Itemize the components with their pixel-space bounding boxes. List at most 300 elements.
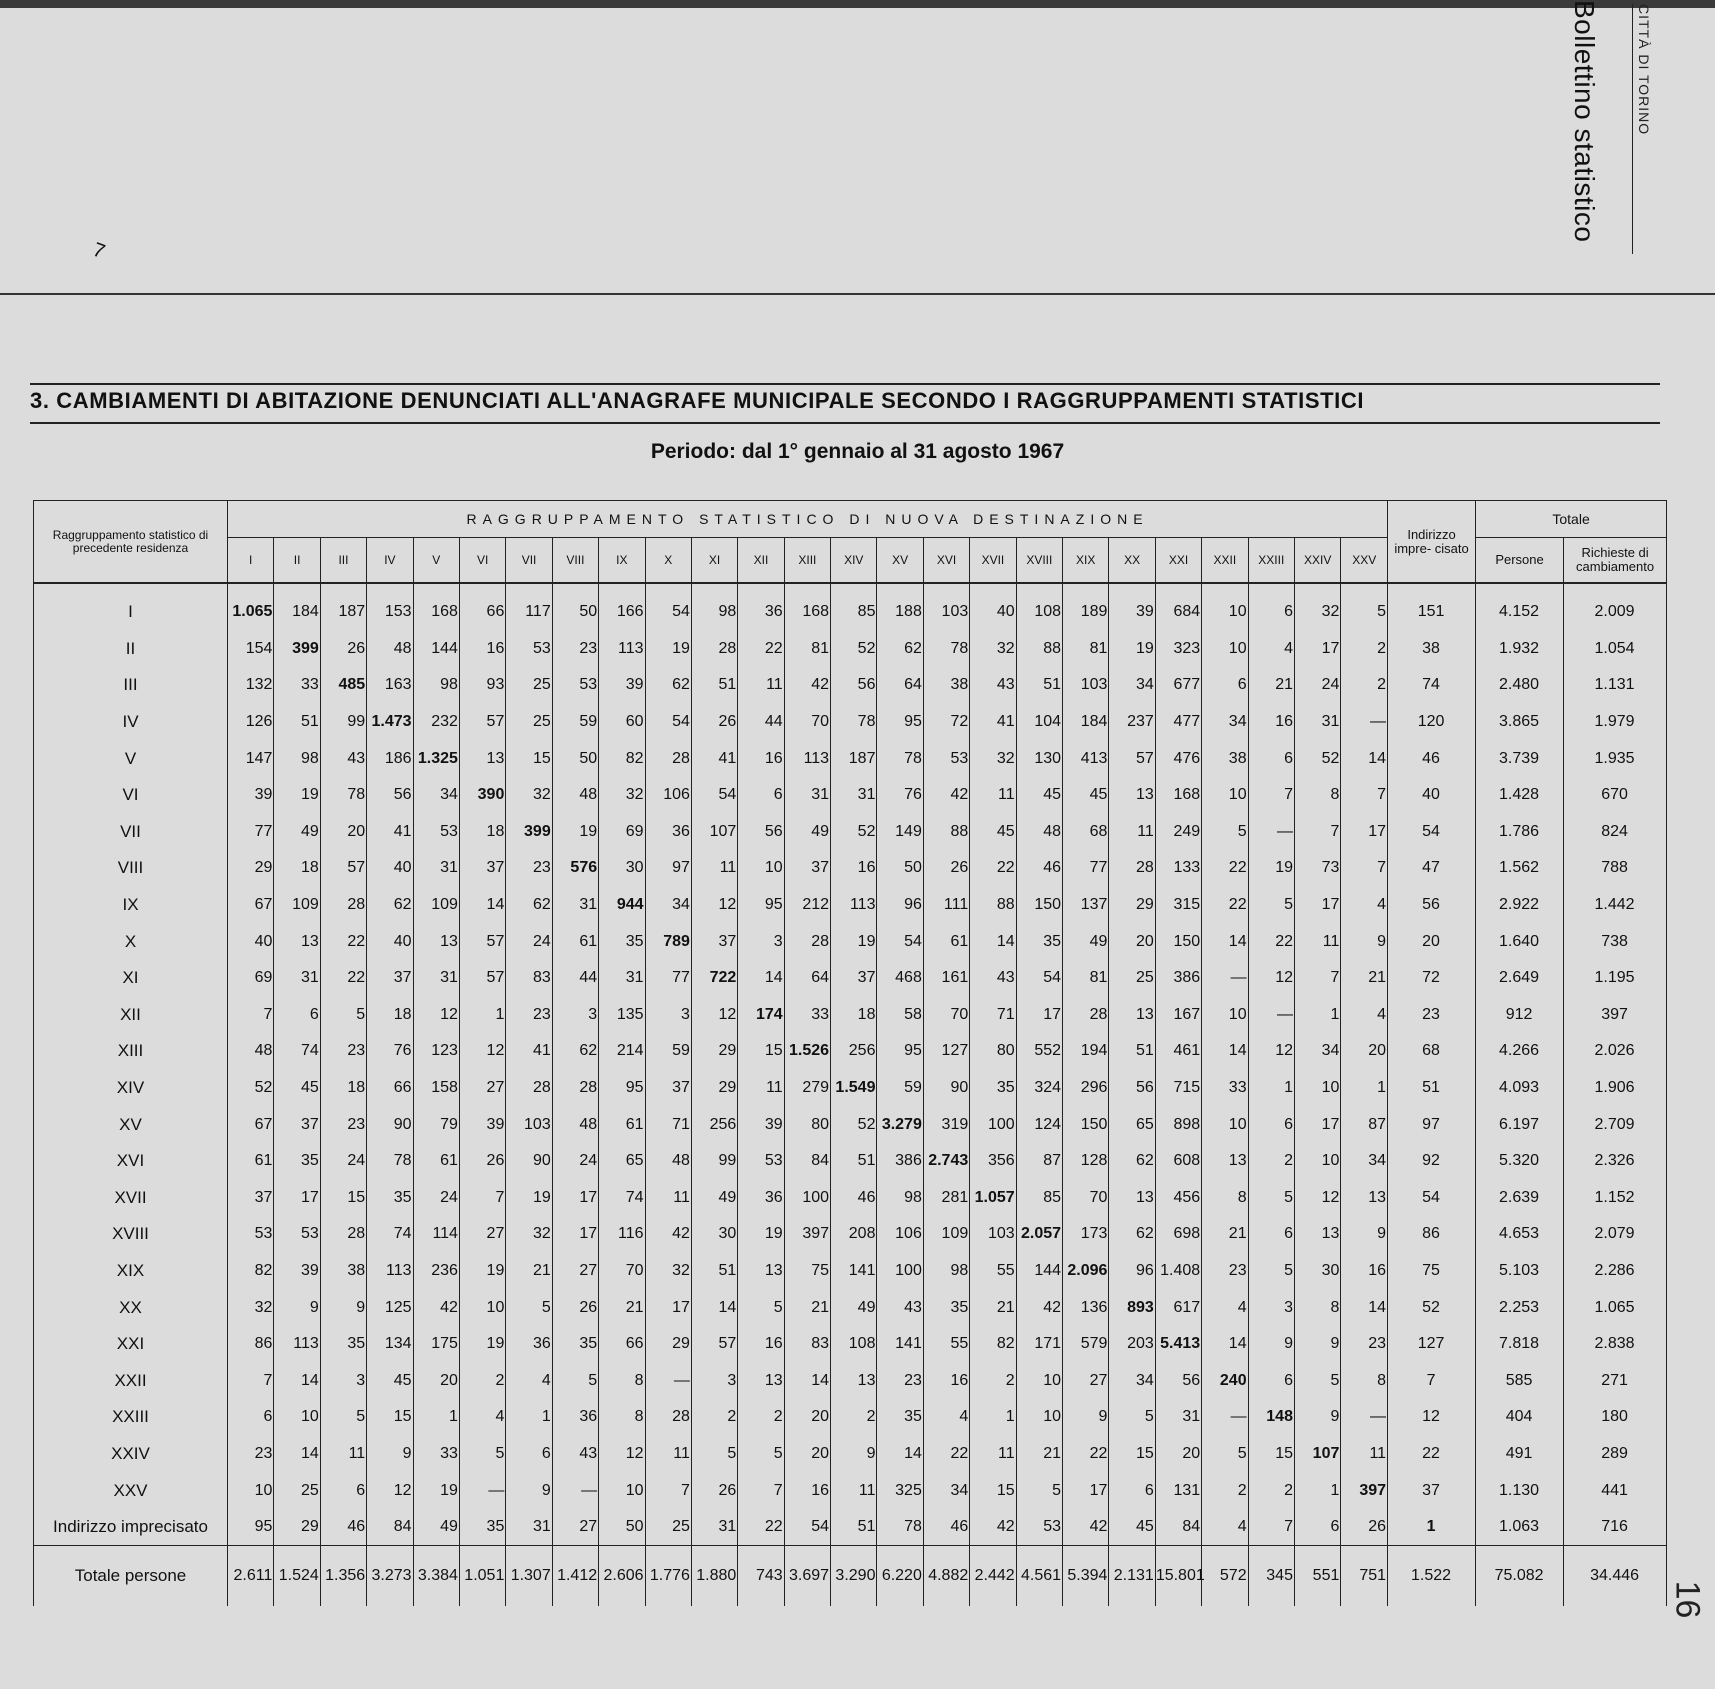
cell-value: 23 bbox=[320, 1033, 366, 1070]
table-row bbox=[34, 1253, 1667, 1290]
column-header: XXIII bbox=[1248, 538, 1294, 584]
cell-value: 281 bbox=[923, 1180, 969, 1217]
city-name: CITTÀ DI TORINO bbox=[1632, 4, 1652, 254]
row-label: V bbox=[34, 740, 228, 777]
row-label: VIII bbox=[34, 850, 228, 887]
cell-value: 13 bbox=[1294, 1216, 1340, 1253]
cell-value: 34 bbox=[1109, 1362, 1155, 1399]
cell-value: 16 bbox=[1341, 1253, 1388, 1290]
cell-value: 78 bbox=[877, 740, 923, 777]
cell-value: 78 bbox=[320, 777, 366, 814]
cell-value: 32 bbox=[506, 777, 552, 814]
cell-value: 12 bbox=[691, 887, 737, 924]
cell-value: 52 bbox=[1294, 740, 1340, 777]
page-number: 16 bbox=[1668, 1580, 1707, 1619]
cell-value: 51 bbox=[831, 1509, 877, 1546]
cell-value: 31 bbox=[599, 960, 645, 997]
table-row bbox=[34, 1326, 1667, 1363]
cell-value: 74 bbox=[274, 1033, 320, 1070]
total-value: 6.220 bbox=[877, 1546, 923, 1607]
header-unspecified: Indirizzo impre- cisato bbox=[1388, 501, 1476, 584]
cell-value: 18 bbox=[320, 1070, 366, 1107]
cell-value: 38 bbox=[923, 667, 969, 704]
cell-value: 7 bbox=[1341, 777, 1388, 814]
cell-value: 461 bbox=[1155, 1033, 1201, 1070]
cell-value: 11 bbox=[645, 1436, 691, 1473]
cell-value: 24 bbox=[1294, 667, 1340, 704]
cell-value: 27 bbox=[459, 1070, 505, 1107]
cell-value: 37 bbox=[228, 1180, 274, 1217]
cell-value: 14 bbox=[274, 1362, 320, 1399]
cell-value: 7 bbox=[228, 1362, 274, 1399]
cell-value: 99 bbox=[691, 1143, 737, 1180]
cell-value: 186 bbox=[367, 740, 413, 777]
cell-value: 1.065 bbox=[228, 583, 274, 631]
cell-value: 106 bbox=[645, 777, 691, 814]
cell-value: 62 bbox=[645, 667, 691, 704]
cell-value: 9 bbox=[320, 1289, 366, 1326]
cell-value: 10 bbox=[1294, 1070, 1340, 1107]
cell-value: 90 bbox=[367, 1106, 413, 1143]
cell-value: 11 bbox=[970, 777, 1016, 814]
cell-value: 22 bbox=[320, 923, 366, 960]
cell-value: 48 bbox=[552, 777, 598, 814]
cell-value: 70 bbox=[599, 1253, 645, 1290]
cell-value: 21 bbox=[506, 1253, 552, 1290]
cell-value: 141 bbox=[831, 1253, 877, 1290]
cell-value: 81 bbox=[784, 631, 830, 668]
cell-value: 38 bbox=[1202, 740, 1248, 777]
cell-value: 22 bbox=[1202, 887, 1248, 924]
row-label: VI bbox=[34, 777, 228, 814]
table-row bbox=[34, 1143, 1667, 1180]
column-header: XIV bbox=[831, 538, 877, 584]
total-value: 751 bbox=[1341, 1546, 1388, 1607]
cell-requests: 1.152 bbox=[1564, 1180, 1667, 1217]
cell-requests: 289 bbox=[1564, 1436, 1667, 1473]
cell-value: 17 bbox=[1294, 1106, 1340, 1143]
cell-value: 55 bbox=[923, 1326, 969, 1363]
cell-requests: 824 bbox=[1564, 814, 1667, 851]
cell-value: 21 bbox=[1341, 960, 1388, 997]
cell-value: 134 bbox=[367, 1326, 413, 1363]
cell-requests: 738 bbox=[1564, 923, 1667, 960]
cell-value: 898 bbox=[1155, 1106, 1201, 1143]
cell-value: 84 bbox=[784, 1143, 830, 1180]
cell-value: 113 bbox=[367, 1253, 413, 1290]
total-value: 3.290 bbox=[831, 1546, 877, 1607]
cell-value: 58 bbox=[877, 997, 923, 1034]
cell-value: 5 bbox=[1202, 814, 1248, 851]
cell-value: 1.057 bbox=[970, 1180, 1016, 1217]
column-header: XII bbox=[738, 538, 784, 584]
cell-value: 85 bbox=[831, 583, 877, 631]
cell-value: 3 bbox=[552, 997, 598, 1034]
cell-requests: 397 bbox=[1564, 997, 1667, 1034]
cell-value: 2 bbox=[459, 1362, 505, 1399]
cell-value: 22 bbox=[320, 960, 366, 997]
cell-value: 9 bbox=[1341, 1216, 1388, 1253]
cell-value: 19 bbox=[274, 777, 320, 814]
cell-value: 16 bbox=[784, 1472, 830, 1509]
cell-value: 38 bbox=[320, 1253, 366, 1290]
cell-value: 9 bbox=[367, 1436, 413, 1473]
cell-value: 98 bbox=[413, 667, 459, 704]
cell-value: 1 bbox=[970, 1399, 1016, 1436]
cell-value: 52 bbox=[831, 1106, 877, 1143]
cell-value: 137 bbox=[1063, 887, 1109, 924]
cell-value: 6 bbox=[274, 997, 320, 1034]
cell-value: 23 bbox=[1202, 1253, 1248, 1290]
cell-value: 1 bbox=[459, 997, 505, 1034]
cell-value: 14 bbox=[970, 923, 1016, 960]
cell-value: 144 bbox=[413, 631, 459, 668]
cell-value: 187 bbox=[831, 740, 877, 777]
cell-value: 188 bbox=[877, 583, 923, 631]
cell-value: 6 bbox=[320, 1472, 366, 1509]
cell-value: 1 bbox=[1294, 997, 1340, 1034]
cell-value: 485 bbox=[320, 667, 366, 704]
cell-value: 53 bbox=[552, 667, 598, 704]
cell-value: 2 bbox=[1341, 667, 1388, 704]
cell-value: 9 bbox=[1341, 923, 1388, 960]
cell-value: 324 bbox=[1016, 1070, 1062, 1107]
row-label: III bbox=[34, 667, 228, 704]
cell-unspecified: 54 bbox=[1388, 814, 1476, 851]
cell-requests: 180 bbox=[1564, 1399, 1667, 1436]
cell-value: 44 bbox=[738, 704, 784, 741]
cell-value: 12 bbox=[367, 1472, 413, 1509]
cell-requests: 670 bbox=[1564, 777, 1667, 814]
cell-value: 74 bbox=[599, 1180, 645, 1217]
cell-value: 103 bbox=[506, 1106, 552, 1143]
cell-value: 1 bbox=[1248, 1070, 1294, 1107]
cell-value: 95 bbox=[228, 1509, 274, 1546]
cell-value: 4 bbox=[1202, 1289, 1248, 1326]
cell-value: 65 bbox=[599, 1143, 645, 1180]
cell-value: — bbox=[1202, 960, 1248, 997]
cell-value: 29 bbox=[1109, 887, 1155, 924]
cell-value: 10 bbox=[1202, 1106, 1248, 1143]
cell-value: 71 bbox=[645, 1106, 691, 1143]
cell-value: 117 bbox=[506, 583, 552, 631]
cell-value: 2 bbox=[738, 1399, 784, 1436]
cell-value: 22 bbox=[738, 1509, 784, 1546]
column-header: XVI bbox=[923, 538, 969, 584]
total-value: 2.131 bbox=[1109, 1546, 1155, 1607]
cell-value: 232 bbox=[413, 704, 459, 741]
cell-value: — bbox=[1341, 704, 1388, 741]
cell-value: 77 bbox=[645, 960, 691, 997]
cell-value: 32 bbox=[1294, 583, 1340, 631]
cell-value: 35 bbox=[367, 1180, 413, 1217]
cell-value: 2.057 bbox=[1016, 1216, 1062, 1253]
cell-value: 46 bbox=[1016, 850, 1062, 887]
cell-value: — bbox=[1248, 997, 1294, 1034]
cell-value: 25 bbox=[506, 667, 552, 704]
column-header: XX bbox=[1109, 538, 1155, 584]
cell-value: 279 bbox=[784, 1070, 830, 1107]
cell-value: 16 bbox=[831, 850, 877, 887]
cell-value: 5 bbox=[738, 1436, 784, 1473]
cell-value: 18 bbox=[274, 850, 320, 887]
cell-value: 13 bbox=[1109, 777, 1155, 814]
cell-value: 28 bbox=[645, 1399, 691, 1436]
cell-value: 80 bbox=[784, 1106, 830, 1143]
cell-value: 23 bbox=[1341, 1326, 1388, 1363]
cell-value: 86 bbox=[228, 1326, 274, 1363]
table-row bbox=[34, 887, 1667, 924]
cell-value: 6 bbox=[738, 777, 784, 814]
table-row bbox=[34, 1106, 1667, 1143]
column-header: XI bbox=[691, 538, 737, 584]
cell-value: 9 bbox=[506, 1472, 552, 1509]
cell-value: 23 bbox=[506, 850, 552, 887]
cell-value: 5 bbox=[691, 1436, 737, 1473]
cell-value: 161 bbox=[923, 960, 969, 997]
cell-value: 5 bbox=[1202, 1436, 1248, 1473]
cell-value: 40 bbox=[367, 850, 413, 887]
cell-value: 95 bbox=[599, 1070, 645, 1107]
cell-value: 19 bbox=[506, 1180, 552, 1217]
total-value: 3.384 bbox=[413, 1546, 459, 1607]
cell-value: 75 bbox=[784, 1253, 830, 1290]
cell-value: 136 bbox=[1063, 1289, 1109, 1326]
row-label: XIV bbox=[34, 1070, 228, 1107]
cell-value: 37 bbox=[784, 850, 830, 887]
cell-value: 53 bbox=[228, 1216, 274, 1253]
cell-persons: 491 bbox=[1476, 1436, 1564, 1473]
cell-value: 24 bbox=[552, 1143, 598, 1180]
cell-value: 33 bbox=[1202, 1070, 1248, 1107]
cell-value: 31 bbox=[274, 960, 320, 997]
cell-value: 5 bbox=[1016, 1472, 1062, 1509]
cell-value: 7 bbox=[738, 1472, 784, 1509]
cell-value: 53 bbox=[1016, 1509, 1062, 1546]
cell-value: 20 bbox=[1155, 1436, 1201, 1473]
cell-value: 49 bbox=[831, 1289, 877, 1326]
cell-value: 50 bbox=[599, 1509, 645, 1546]
cell-value: 77 bbox=[1063, 850, 1109, 887]
cell-unspecified: 40 bbox=[1388, 777, 1476, 814]
table-row bbox=[34, 1180, 1667, 1217]
cell-value: 477 bbox=[1155, 704, 1201, 741]
cell-value: 42 bbox=[923, 777, 969, 814]
total-value: 1.412 bbox=[552, 1546, 598, 1607]
cell-value: 80 bbox=[970, 1033, 1016, 1070]
cell-value: 36 bbox=[552, 1399, 598, 1436]
cell-value: 14 bbox=[1202, 923, 1248, 960]
cell-value: 1.526 bbox=[784, 1033, 830, 1070]
cell-value: 28 bbox=[320, 887, 366, 924]
cell-value: 236 bbox=[413, 1253, 459, 1290]
cell-value: 16 bbox=[738, 1326, 784, 1363]
cell-value: 9 bbox=[1063, 1399, 1109, 1436]
total-value: 345 bbox=[1248, 1546, 1294, 1607]
cell-value: 325 bbox=[877, 1472, 923, 1509]
cell-requests: 2.838 bbox=[1564, 1326, 1667, 1363]
cell-value: 158 bbox=[413, 1070, 459, 1107]
cell-value: 88 bbox=[970, 887, 1016, 924]
cell-value: 33 bbox=[413, 1436, 459, 1473]
cell-value: 30 bbox=[599, 850, 645, 887]
table-row bbox=[34, 740, 1667, 777]
cell-value: 61 bbox=[552, 923, 598, 960]
cell-value: 13 bbox=[459, 740, 505, 777]
cell-requests: 788 bbox=[1564, 850, 1667, 887]
page-mark: 7 bbox=[89, 238, 108, 264]
cell-value: 36 bbox=[738, 1180, 784, 1217]
cell-value: 39 bbox=[274, 1253, 320, 1290]
cell-value: 76 bbox=[877, 777, 923, 814]
cell-value: 399 bbox=[506, 814, 552, 851]
cell-value: 10 bbox=[738, 850, 784, 887]
total-requests: 34.446 bbox=[1564, 1546, 1667, 1607]
cell-value: 90 bbox=[506, 1143, 552, 1180]
cell-value: 127 bbox=[923, 1033, 969, 1070]
cell-value: 53 bbox=[923, 740, 969, 777]
cell-value: 45 bbox=[1016, 777, 1062, 814]
cell-value: 256 bbox=[831, 1033, 877, 1070]
cell-value: 13 bbox=[831, 1362, 877, 1399]
cell-value: 3 bbox=[320, 1362, 366, 1399]
cell-value: 150 bbox=[1155, 923, 1201, 960]
cell-value: 10 bbox=[1016, 1362, 1062, 1399]
cell-value: 9 bbox=[1248, 1326, 1294, 1363]
total-value: 15.801 bbox=[1155, 1546, 1201, 1607]
cell-value: 72 bbox=[923, 704, 969, 741]
cell-value: 45 bbox=[970, 814, 1016, 851]
cell-value: 113 bbox=[784, 740, 830, 777]
cell-requests: 1.131 bbox=[1564, 667, 1667, 704]
cell-value: 168 bbox=[784, 583, 830, 631]
cell-unspecified: 12 bbox=[1388, 1399, 1476, 1436]
cell-value: 579 bbox=[1063, 1326, 1109, 1363]
cell-value: 57 bbox=[320, 850, 366, 887]
cell-value: 48 bbox=[1016, 814, 1062, 851]
cell-value: 51 bbox=[1109, 1033, 1155, 1070]
cell-value: 12 bbox=[691, 997, 737, 1034]
cell-value: 54 bbox=[1016, 960, 1062, 997]
cell-value: 26 bbox=[1341, 1509, 1388, 1546]
column-header: V bbox=[413, 538, 459, 584]
cell-value: 34 bbox=[1202, 704, 1248, 741]
cell-value: 17 bbox=[552, 1216, 598, 1253]
cell-value: 132 bbox=[228, 667, 274, 704]
cell-persons: 5.320 bbox=[1476, 1143, 1564, 1180]
cell-value: 184 bbox=[1063, 704, 1109, 741]
cell-value: 83 bbox=[506, 960, 552, 997]
header-destination-group: RAGGRUPPAMENTO STATISTICO DI NUOVA DESTINAZIONE bbox=[228, 501, 1388, 538]
cell-value: 36 bbox=[506, 1326, 552, 1363]
column-header: II bbox=[274, 538, 320, 584]
cell-value: 7 bbox=[1341, 850, 1388, 887]
cell-value: 111 bbox=[923, 887, 969, 924]
cell-value: 26 bbox=[923, 850, 969, 887]
cell-value: 147 bbox=[228, 740, 274, 777]
cell-value: 16 bbox=[459, 631, 505, 668]
cell-value: 87 bbox=[1016, 1143, 1062, 1180]
cell-persons: 912 bbox=[1476, 997, 1564, 1034]
total-persons: 75.082 bbox=[1476, 1546, 1564, 1607]
cell-value: 7 bbox=[1248, 777, 1294, 814]
cell-value: 57 bbox=[691, 1326, 737, 1363]
cell-value: 54 bbox=[691, 777, 737, 814]
cell-value: 82 bbox=[970, 1326, 1016, 1363]
cell-value: 19 bbox=[1109, 631, 1155, 668]
cell-value: 98 bbox=[877, 1180, 923, 1217]
cell-value: 73 bbox=[1294, 850, 1340, 887]
cell-value: 12 bbox=[599, 1436, 645, 1473]
cell-requests: 2.079 bbox=[1564, 1216, 1667, 1253]
cell-value: 7 bbox=[645, 1472, 691, 1509]
cell-value: 168 bbox=[1155, 777, 1201, 814]
cell-value: 32 bbox=[645, 1253, 691, 1290]
row-label: XII bbox=[34, 997, 228, 1034]
cell-value: 11 bbox=[691, 850, 737, 887]
cell-unspecified: 92 bbox=[1388, 1143, 1476, 1180]
cell-value: 789 bbox=[645, 923, 691, 960]
cell-value: 54 bbox=[877, 923, 923, 960]
cell-value: 74 bbox=[367, 1216, 413, 1253]
cell-value: 16 bbox=[923, 1362, 969, 1399]
cell-value: 56 bbox=[1155, 1362, 1201, 1399]
cell-unspecified: 1 bbox=[1388, 1509, 1476, 1546]
cell-value: 100 bbox=[970, 1106, 1016, 1143]
total-value: 3.273 bbox=[367, 1546, 413, 1607]
cell-value: 17 bbox=[1294, 887, 1340, 924]
cell-value: 34 bbox=[413, 777, 459, 814]
cell-value: 34 bbox=[1294, 1033, 1340, 1070]
cell-value: 10 bbox=[1202, 777, 1248, 814]
cell-value: 14 bbox=[1341, 1289, 1388, 1326]
cell-value: 17 bbox=[645, 1289, 691, 1326]
cell-value: 44 bbox=[552, 960, 598, 997]
cell-value: 45 bbox=[274, 1070, 320, 1107]
cell-value: 31 bbox=[1294, 704, 1340, 741]
cell-value: 2 bbox=[1202, 1472, 1248, 1509]
cell-value: 23 bbox=[320, 1106, 366, 1143]
cell-value: 13 bbox=[1202, 1143, 1248, 1180]
cell-unspecified: 86 bbox=[1388, 1216, 1476, 1253]
cell-value: — bbox=[645, 1362, 691, 1399]
cell-value: 21 bbox=[1202, 1216, 1248, 1253]
cell-value: 19 bbox=[552, 814, 598, 851]
table-row bbox=[34, 704, 1667, 741]
cell-value: 33 bbox=[784, 997, 830, 1034]
cell-value: 39 bbox=[599, 667, 645, 704]
cell-value: 13 bbox=[274, 923, 320, 960]
cell-value: 35 bbox=[552, 1326, 598, 1363]
cell-value: 1.549 bbox=[831, 1070, 877, 1107]
total-value: 572 bbox=[1202, 1546, 1248, 1607]
cell-value: 46 bbox=[923, 1509, 969, 1546]
cell-value: — bbox=[1341, 1399, 1388, 1436]
cell-value: 617 bbox=[1155, 1289, 1201, 1326]
table-row bbox=[34, 1289, 1667, 1326]
table-row bbox=[34, 1362, 1667, 1399]
cell-persons: 4.266 bbox=[1476, 1033, 1564, 1070]
cell-unspecified: 56 bbox=[1388, 887, 1476, 924]
cell-value: 18 bbox=[459, 814, 505, 851]
cell-value: 106 bbox=[877, 1216, 923, 1253]
cell-value: 50 bbox=[877, 850, 923, 887]
cell-unspecified: 51 bbox=[1388, 1070, 1476, 1107]
cell-value: 67 bbox=[228, 887, 274, 924]
row-label: XX bbox=[34, 1289, 228, 1326]
cell-value: 1 bbox=[1341, 1070, 1388, 1107]
column-header: IX bbox=[599, 538, 645, 584]
